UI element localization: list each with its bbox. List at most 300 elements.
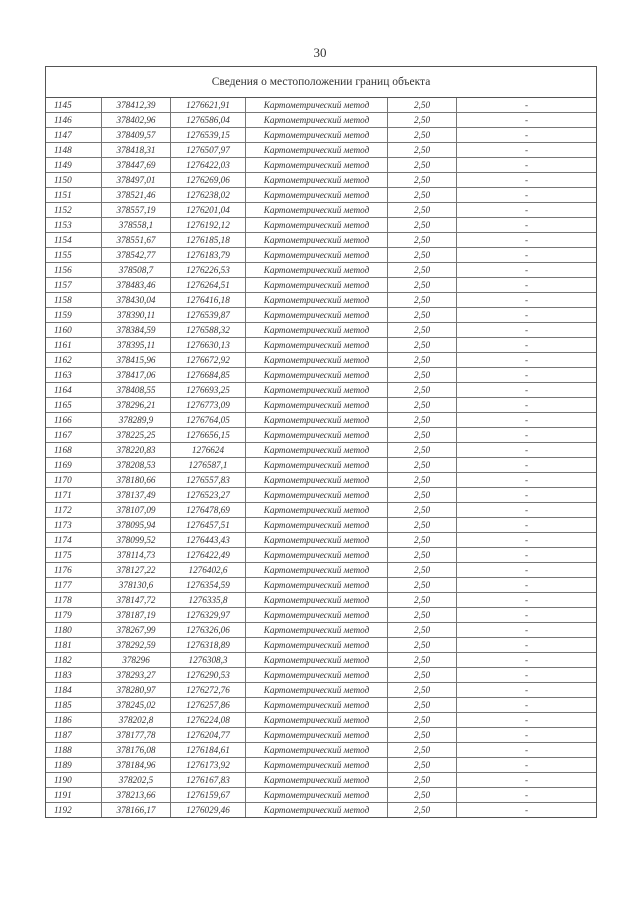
point-number-cell: 1146 bbox=[46, 113, 102, 128]
table-row bbox=[46, 308, 596, 323]
method-cell: Картометрический метод bbox=[246, 428, 388, 443]
point-number-cell: 1164 bbox=[46, 383, 102, 398]
point-number-cell: 1173 bbox=[46, 518, 102, 533]
table-row bbox=[46, 773, 596, 788]
x-coordinate-cell: 378127,22 bbox=[102, 563, 171, 578]
y-coordinate-cell: 1276587,1 bbox=[171, 458, 246, 473]
table-row bbox=[46, 653, 596, 668]
accuracy-cell: 2,50 bbox=[388, 758, 457, 773]
description-cell: - bbox=[457, 233, 597, 248]
accuracy-cell: 2,50 bbox=[388, 743, 457, 758]
description-cell: - bbox=[457, 458, 597, 473]
table-row bbox=[46, 398, 596, 413]
accuracy-cell: 2,50 bbox=[388, 458, 457, 473]
page-number: 30 bbox=[313, 45, 327, 60]
accuracy-cell: 2,50 bbox=[388, 803, 457, 818]
table-row bbox=[46, 503, 596, 518]
description-cell: - bbox=[457, 128, 597, 143]
accuracy-cell: 2,50 bbox=[388, 218, 457, 233]
x-coordinate-cell: 378099,52 bbox=[102, 533, 171, 548]
description-cell: - bbox=[457, 578, 597, 593]
point-number-cell: 1171 bbox=[46, 488, 102, 503]
point-number-cell: 1174 bbox=[46, 533, 102, 548]
accuracy-cell: 2,50 bbox=[388, 338, 457, 353]
y-coordinate-cell: 1276335,8 bbox=[171, 593, 246, 608]
method-cell: Картометрический метод bbox=[246, 368, 388, 383]
table-row bbox=[46, 323, 596, 338]
table-row bbox=[46, 758, 596, 773]
y-coordinate-cell: 1276029,46 bbox=[171, 803, 246, 818]
method-cell: Картометрический метод bbox=[246, 503, 388, 518]
x-coordinate-cell: 378245,02 bbox=[102, 698, 171, 713]
description-cell: - bbox=[457, 743, 597, 758]
table-row bbox=[46, 458, 596, 473]
description-cell: - bbox=[457, 683, 597, 698]
accuracy-cell: 2,50 bbox=[388, 713, 457, 728]
accuracy-cell: 2,50 bbox=[388, 413, 457, 428]
accuracy-cell: 2,50 bbox=[388, 563, 457, 578]
accuracy-cell: 2,50 bbox=[388, 203, 457, 218]
description-cell: - bbox=[457, 638, 597, 653]
x-coordinate-cell: 378412,39 bbox=[102, 98, 171, 113]
table-row bbox=[46, 248, 596, 263]
x-coordinate-cell: 378384,59 bbox=[102, 323, 171, 338]
accuracy-cell: 2,50 bbox=[388, 173, 457, 188]
point-number-cell: 1151 bbox=[46, 188, 102, 203]
accuracy-cell: 2,50 bbox=[388, 128, 457, 143]
description-cell: - bbox=[457, 338, 597, 353]
description-cell: - bbox=[457, 143, 597, 158]
accuracy-cell: 2,50 bbox=[388, 143, 457, 158]
method-cell: Картометрический метод bbox=[246, 743, 388, 758]
description-cell: - bbox=[457, 353, 597, 368]
method-cell: Картометрический метод bbox=[246, 773, 388, 788]
accuracy-cell: 2,50 bbox=[388, 278, 457, 293]
x-coordinate-cell: 378557,19 bbox=[102, 203, 171, 218]
method-cell: Картометрический метод bbox=[246, 398, 388, 413]
method-cell: Картометрический метод bbox=[246, 803, 388, 818]
y-coordinate-cell: 1276308,3 bbox=[171, 653, 246, 668]
description-cell: - bbox=[457, 668, 597, 683]
point-number-cell: 1159 bbox=[46, 308, 102, 323]
point-number-cell: 1165 bbox=[46, 398, 102, 413]
x-coordinate-cell: 378130,6 bbox=[102, 578, 171, 593]
table-row bbox=[46, 428, 596, 443]
y-coordinate-cell: 1276183,79 bbox=[171, 248, 246, 263]
point-number-cell: 1161 bbox=[46, 338, 102, 353]
description-cell: - bbox=[457, 758, 597, 773]
point-number-cell: 1148 bbox=[46, 143, 102, 158]
x-coordinate-cell: 378176,08 bbox=[102, 743, 171, 758]
method-cell: Картометрический метод bbox=[246, 473, 388, 488]
method-cell: Картометрический метод bbox=[246, 668, 388, 683]
point-number-cell: 1188 bbox=[46, 743, 102, 758]
table-row bbox=[46, 353, 596, 368]
description-cell: - bbox=[457, 773, 597, 788]
point-number-cell: 1167 bbox=[46, 428, 102, 443]
y-coordinate-cell: 1276557,83 bbox=[171, 473, 246, 488]
accuracy-cell: 2,50 bbox=[388, 98, 457, 113]
description-cell: - bbox=[457, 473, 597, 488]
y-coordinate-cell: 1276684,85 bbox=[171, 368, 246, 383]
accuracy-cell: 2,50 bbox=[388, 788, 457, 803]
method-cell: Картометрический метод bbox=[246, 518, 388, 533]
accuracy-cell: 2,50 bbox=[388, 518, 457, 533]
accuracy-cell: 2,50 bbox=[388, 353, 457, 368]
table-row bbox=[46, 233, 596, 248]
table-row bbox=[46, 158, 596, 173]
accuracy-cell: 2,50 bbox=[388, 308, 457, 323]
accuracy-cell: 2,50 bbox=[388, 398, 457, 413]
accuracy-cell: 2,50 bbox=[388, 698, 457, 713]
y-coordinate-cell: 1276226,53 bbox=[171, 263, 246, 278]
y-coordinate-cell: 1276693,25 bbox=[171, 383, 246, 398]
point-number-cell: 1183 bbox=[46, 668, 102, 683]
table-row bbox=[46, 668, 596, 683]
method-cell: Картометрический метод bbox=[246, 443, 388, 458]
x-coordinate-cell: 378137,49 bbox=[102, 488, 171, 503]
point-number-cell: 1187 bbox=[46, 728, 102, 743]
x-coordinate-cell: 378166,17 bbox=[102, 803, 171, 818]
description-cell: - bbox=[457, 98, 597, 113]
accuracy-cell: 2,50 bbox=[388, 653, 457, 668]
accuracy-cell: 2,50 bbox=[388, 428, 457, 443]
y-coordinate-cell: 1276185,18 bbox=[171, 233, 246, 248]
x-coordinate-cell: 378202,5 bbox=[102, 773, 171, 788]
point-number-cell: 1180 bbox=[46, 623, 102, 638]
table-row bbox=[46, 413, 596, 428]
method-cell: Картометрический метод bbox=[246, 608, 388, 623]
x-coordinate-cell: 378177,78 bbox=[102, 728, 171, 743]
description-cell: - bbox=[457, 443, 597, 458]
x-coordinate-cell: 378289,9 bbox=[102, 413, 171, 428]
table-row bbox=[46, 698, 596, 713]
point-number-cell: 1158 bbox=[46, 293, 102, 308]
method-cell: Картометрический метод bbox=[246, 488, 388, 503]
accuracy-cell: 2,50 bbox=[388, 323, 457, 338]
method-cell: Картометрический метод bbox=[246, 323, 388, 338]
accuracy-cell: 2,50 bbox=[388, 248, 457, 263]
y-coordinate-cell: 1276507,97 bbox=[171, 143, 246, 158]
y-coordinate-cell: 1276173,92 bbox=[171, 758, 246, 773]
y-coordinate-cell: 1276167,83 bbox=[171, 773, 246, 788]
coordinates-table bbox=[46, 98, 596, 817]
point-number-cell: 1184 bbox=[46, 683, 102, 698]
table-row bbox=[46, 788, 596, 803]
y-coordinate-cell: 1276624 bbox=[171, 443, 246, 458]
y-coordinate-cell: 1276192,12 bbox=[171, 218, 246, 233]
table-row bbox=[46, 218, 596, 233]
accuracy-cell: 2,50 bbox=[388, 443, 457, 458]
method-cell: Картометрический метод bbox=[246, 248, 388, 263]
y-coordinate-cell: 1276478,69 bbox=[171, 503, 246, 518]
description-cell: - bbox=[457, 788, 597, 803]
point-number-cell: 1182 bbox=[46, 653, 102, 668]
description-cell: - bbox=[457, 713, 597, 728]
x-coordinate-cell: 378180,66 bbox=[102, 473, 171, 488]
point-number-cell: 1166 bbox=[46, 413, 102, 428]
y-coordinate-cell: 1276416,18 bbox=[171, 293, 246, 308]
table-row bbox=[46, 533, 596, 548]
method-cell: Картометрический метод bbox=[246, 758, 388, 773]
method-cell: Картометрический метод bbox=[246, 413, 388, 428]
x-coordinate-cell: 378267,99 bbox=[102, 623, 171, 638]
table-row bbox=[46, 518, 596, 533]
description-cell: - bbox=[457, 488, 597, 503]
description-cell: - bbox=[457, 323, 597, 338]
accuracy-cell: 2,50 bbox=[388, 293, 457, 308]
method-cell: Картометрический метод bbox=[246, 308, 388, 323]
y-coordinate-cell: 1276238,02 bbox=[171, 188, 246, 203]
x-coordinate-cell: 378296 bbox=[102, 653, 171, 668]
x-coordinate-cell: 378497,01 bbox=[102, 173, 171, 188]
x-coordinate-cell: 378293,27 bbox=[102, 668, 171, 683]
table-row bbox=[46, 443, 596, 458]
coordinates-table-container bbox=[45, 66, 597, 818]
accuracy-cell: 2,50 bbox=[388, 728, 457, 743]
accuracy-cell: 2,50 bbox=[388, 578, 457, 593]
point-number-cell: 1149 bbox=[46, 158, 102, 173]
y-coordinate-cell: 1276630,13 bbox=[171, 338, 246, 353]
y-coordinate-cell: 1276539,87 bbox=[171, 308, 246, 323]
x-coordinate-cell: 378292,59 bbox=[102, 638, 171, 653]
table-row bbox=[46, 338, 596, 353]
method-cell: Картометрический метод bbox=[246, 278, 388, 293]
description-cell: - bbox=[457, 563, 597, 578]
x-coordinate-cell: 378280,97 bbox=[102, 683, 171, 698]
point-number-cell: 1169 bbox=[46, 458, 102, 473]
y-coordinate-cell: 1276272,76 bbox=[171, 683, 246, 698]
description-cell: - bbox=[457, 608, 597, 623]
accuracy-cell: 2,50 bbox=[388, 233, 457, 248]
y-coordinate-cell: 1276329,97 bbox=[171, 608, 246, 623]
point-number-cell: 1185 bbox=[46, 698, 102, 713]
table-row bbox=[46, 563, 596, 578]
accuracy-cell: 2,50 bbox=[388, 608, 457, 623]
accuracy-cell: 2,50 bbox=[388, 473, 457, 488]
y-coordinate-cell: 1276326,06 bbox=[171, 623, 246, 638]
point-number-cell: 1181 bbox=[46, 638, 102, 653]
table-row bbox=[46, 128, 596, 143]
method-cell: Картометрический метод bbox=[246, 158, 388, 173]
description-cell: - bbox=[457, 188, 597, 203]
method-cell: Картометрический метод bbox=[246, 728, 388, 743]
description-cell: - bbox=[457, 308, 597, 323]
method-cell: Картометрический метод bbox=[246, 338, 388, 353]
accuracy-cell: 2,50 bbox=[388, 593, 457, 608]
x-coordinate-cell: 378483,46 bbox=[102, 278, 171, 293]
x-coordinate-cell: 378187,19 bbox=[102, 608, 171, 623]
method-cell: Картометрический метод bbox=[246, 233, 388, 248]
accuracy-cell: 2,50 bbox=[388, 638, 457, 653]
y-coordinate-cell: 1276318,89 bbox=[171, 638, 246, 653]
description-cell: - bbox=[457, 698, 597, 713]
x-coordinate-cell: 378296,21 bbox=[102, 398, 171, 413]
y-coordinate-cell: 1276204,77 bbox=[171, 728, 246, 743]
point-number-cell: 1168 bbox=[46, 443, 102, 458]
method-cell: Картометрический метод bbox=[246, 713, 388, 728]
description-cell: - bbox=[457, 248, 597, 263]
x-coordinate-cell: 378551,67 bbox=[102, 233, 171, 248]
description-cell: - bbox=[457, 593, 597, 608]
table-row bbox=[46, 473, 596, 488]
y-coordinate-cell: 1276586,04 bbox=[171, 113, 246, 128]
description-cell: - bbox=[457, 293, 597, 308]
point-number-cell: 1157 bbox=[46, 278, 102, 293]
description-cell: - bbox=[457, 728, 597, 743]
description-cell: - bbox=[457, 383, 597, 398]
point-number-cell: 1179 bbox=[46, 608, 102, 623]
x-coordinate-cell: 378213,66 bbox=[102, 788, 171, 803]
y-coordinate-cell: 1276264,51 bbox=[171, 278, 246, 293]
x-coordinate-cell: 378147,72 bbox=[102, 593, 171, 608]
point-number-cell: 1152 bbox=[46, 203, 102, 218]
y-coordinate-cell: 1276672,92 bbox=[171, 353, 246, 368]
x-coordinate-cell: 378415,96 bbox=[102, 353, 171, 368]
table-row bbox=[46, 728, 596, 743]
table-row bbox=[46, 263, 596, 278]
method-cell: Картометрический метод bbox=[246, 128, 388, 143]
accuracy-cell: 2,50 bbox=[388, 623, 457, 638]
table-row bbox=[46, 743, 596, 758]
table-row bbox=[46, 608, 596, 623]
method-cell: Картометрический метод bbox=[246, 578, 388, 593]
method-cell: Картометрический метод bbox=[246, 563, 388, 578]
accuracy-cell: 2,50 bbox=[388, 503, 457, 518]
description-cell: - bbox=[457, 413, 597, 428]
y-coordinate-cell: 1276201,04 bbox=[171, 203, 246, 218]
method-cell: Картометрический метод bbox=[246, 458, 388, 473]
x-coordinate-cell: 378114,73 bbox=[102, 548, 171, 563]
point-number-cell: 1160 bbox=[46, 323, 102, 338]
description-cell: - bbox=[457, 173, 597, 188]
method-cell: Картометрический метод bbox=[246, 188, 388, 203]
y-coordinate-cell: 1276773,09 bbox=[171, 398, 246, 413]
y-coordinate-cell: 1276588,32 bbox=[171, 323, 246, 338]
y-coordinate-cell: 1276224,08 bbox=[171, 713, 246, 728]
description-cell: - bbox=[457, 653, 597, 668]
y-coordinate-cell: 1276354,59 bbox=[171, 578, 246, 593]
table-row bbox=[46, 203, 596, 218]
table-row bbox=[46, 638, 596, 653]
accuracy-cell: 2,50 bbox=[388, 683, 457, 698]
x-coordinate-cell: 378220,83 bbox=[102, 443, 171, 458]
table-row bbox=[46, 713, 596, 728]
x-coordinate-cell: 378508,7 bbox=[102, 263, 171, 278]
x-coordinate-cell: 378208,53 bbox=[102, 458, 171, 473]
y-coordinate-cell: 1276184,61 bbox=[171, 743, 246, 758]
point-number-cell: 1153 bbox=[46, 218, 102, 233]
x-coordinate-cell: 378390,11 bbox=[102, 308, 171, 323]
table-row bbox=[46, 488, 596, 503]
point-number-cell: 1154 bbox=[46, 233, 102, 248]
x-coordinate-cell: 378395,11 bbox=[102, 338, 171, 353]
table-row bbox=[46, 293, 596, 308]
y-coordinate-cell: 1276422,03 bbox=[171, 158, 246, 173]
method-cell: Картометрический метод bbox=[246, 218, 388, 233]
accuracy-cell: 2,50 bbox=[388, 773, 457, 788]
point-number-cell: 1191 bbox=[46, 788, 102, 803]
description-cell: - bbox=[457, 158, 597, 173]
description-cell: - bbox=[457, 203, 597, 218]
x-coordinate-cell: 378418,31 bbox=[102, 143, 171, 158]
table-row bbox=[46, 368, 596, 383]
table-row bbox=[46, 578, 596, 593]
table-row bbox=[46, 278, 596, 293]
point-number-cell: 1189 bbox=[46, 758, 102, 773]
table-row bbox=[46, 683, 596, 698]
description-cell: - bbox=[457, 518, 597, 533]
description-cell: - bbox=[457, 533, 597, 548]
method-cell: Картометрический метод bbox=[246, 683, 388, 698]
point-number-cell: 1176 bbox=[46, 563, 102, 578]
table-row bbox=[46, 383, 596, 398]
description-cell: - bbox=[457, 218, 597, 233]
method-cell: Картометрический метод bbox=[246, 788, 388, 803]
point-number-cell: 1170 bbox=[46, 473, 102, 488]
x-coordinate-cell: 378095,94 bbox=[102, 518, 171, 533]
point-number-cell: 1156 bbox=[46, 263, 102, 278]
method-cell: Картометрический метод bbox=[246, 263, 388, 278]
point-number-cell: 1145 bbox=[46, 98, 102, 113]
table-row bbox=[46, 188, 596, 203]
method-cell: Картометрический метод bbox=[246, 143, 388, 158]
x-coordinate-cell: 378447,69 bbox=[102, 158, 171, 173]
table-row bbox=[46, 113, 596, 128]
table-row bbox=[46, 173, 596, 188]
description-cell: - bbox=[457, 623, 597, 638]
accuracy-cell: 2,50 bbox=[388, 548, 457, 563]
description-cell: - bbox=[457, 278, 597, 293]
table-row bbox=[46, 623, 596, 638]
y-coordinate-cell: 1276539,15 bbox=[171, 128, 246, 143]
method-cell: Картометрический метод bbox=[246, 98, 388, 113]
description-cell: - bbox=[457, 113, 597, 128]
method-cell: Картометрический метод bbox=[246, 293, 388, 308]
accuracy-cell: 2,50 bbox=[388, 668, 457, 683]
accuracy-cell: 2,50 bbox=[388, 368, 457, 383]
y-coordinate-cell: 1276656,15 bbox=[171, 428, 246, 443]
method-cell: Картометрический метод bbox=[246, 533, 388, 548]
point-number-cell: 1192 bbox=[46, 803, 102, 818]
table-row bbox=[46, 143, 596, 158]
accuracy-cell: 2,50 bbox=[388, 383, 457, 398]
description-cell: - bbox=[457, 503, 597, 518]
point-number-cell: 1190 bbox=[46, 773, 102, 788]
method-cell: Картометрический метод bbox=[246, 653, 388, 668]
description-cell: - bbox=[457, 428, 597, 443]
method-cell: Картометрический метод bbox=[246, 113, 388, 128]
x-coordinate-cell: 378202,8 bbox=[102, 713, 171, 728]
accuracy-cell: 2,50 bbox=[388, 533, 457, 548]
point-number-cell: 1178 bbox=[46, 593, 102, 608]
y-coordinate-cell: 1276764,05 bbox=[171, 413, 246, 428]
table-row bbox=[46, 548, 596, 563]
description-cell: - bbox=[457, 398, 597, 413]
method-cell: Картометрический метод bbox=[246, 353, 388, 368]
point-number-cell: 1155 bbox=[46, 248, 102, 263]
x-coordinate-cell: 378402,96 bbox=[102, 113, 171, 128]
y-coordinate-cell: 1276159,67 bbox=[171, 788, 246, 803]
point-number-cell: 1162 bbox=[46, 353, 102, 368]
y-coordinate-cell: 1276523,27 bbox=[171, 488, 246, 503]
x-coordinate-cell: 378107,09 bbox=[102, 503, 171, 518]
point-number-cell: 1163 bbox=[46, 368, 102, 383]
method-cell: Картометрический метод bbox=[246, 593, 388, 608]
accuracy-cell: 2,50 bbox=[388, 488, 457, 503]
accuracy-cell: 2,50 bbox=[388, 263, 457, 278]
x-coordinate-cell: 378417,06 bbox=[102, 368, 171, 383]
